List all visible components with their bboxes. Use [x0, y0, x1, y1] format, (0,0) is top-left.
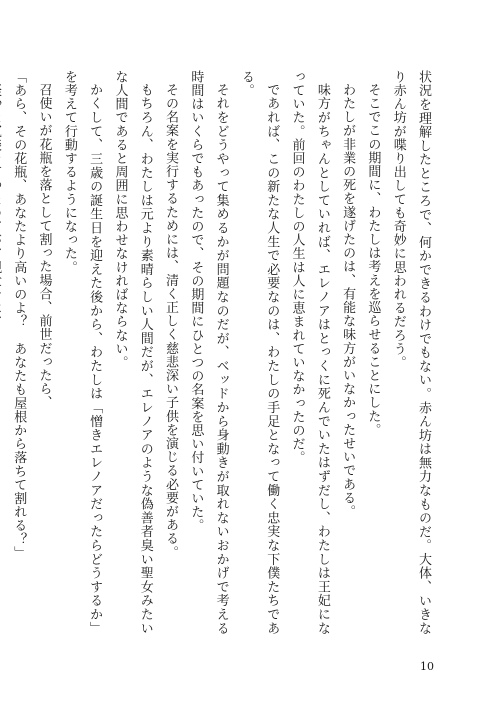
paragraph: 状況を理解したところで、何かできるわけでもない。赤ん坊は無力なものだ。大体、いきなり赤ん坊が喋り出しても奇妙に思われるだろう。	[390, 70, 431, 635]
paragraph: そこでこの期間に、わたしは考えを巡らせることにした。	[365, 83, 381, 437]
paragraph: もちろん、わたしは元より素晴らしい人間だが、エレノアのような偽善者臭い聖女みたいな人間であると周囲に思わせなければならない。	[112, 70, 153, 635]
paragraph: わたしが非業の死を遂げたのは、有能な味方がいなかったせいである。	[340, 83, 356, 519]
page-number: 10	[420, 660, 434, 673]
paragraph: であれば、この新たな人生で必要なのは、わたしの手足となって働く忠実な下僕たちである。	[238, 70, 280, 635]
body-text-vertical	[11, 70, 436, 635]
paragraph: かくして、三歳の誕生日を迎えた後から、わたしは「憎きエレノアだったらどうするか」を考えて行動するようになった。	[61, 70, 103, 635]
paragraph: それをどうやって集めるかが問題なのだが、ベッドから身動きが取れないおかげで考える時間はいくらでもあったので、その期間にひとつの名案を思い付いていた。	[188, 70, 229, 635]
paragraph: 召使いが花瓶を落として割った場合、前世だったら、	[36, 83, 52, 410]
dialogue-line: 「あら、その花瓶、あなたより高いのよ？ あなたも屋根から落ちて割れる？」	[11, 70, 27, 560]
paragraph: その名案を実行するためには、清く正しく慈悲深い子供を演じる必要がある。	[163, 83, 179, 559]
paragraph: 味方がちゃんとしていれば、エレノアはとっくに死んでいたはずだし、わたしは王妃になっていた。前回のわたしの人生は人に恵まれていなかったのだ。	[289, 70, 330, 635]
